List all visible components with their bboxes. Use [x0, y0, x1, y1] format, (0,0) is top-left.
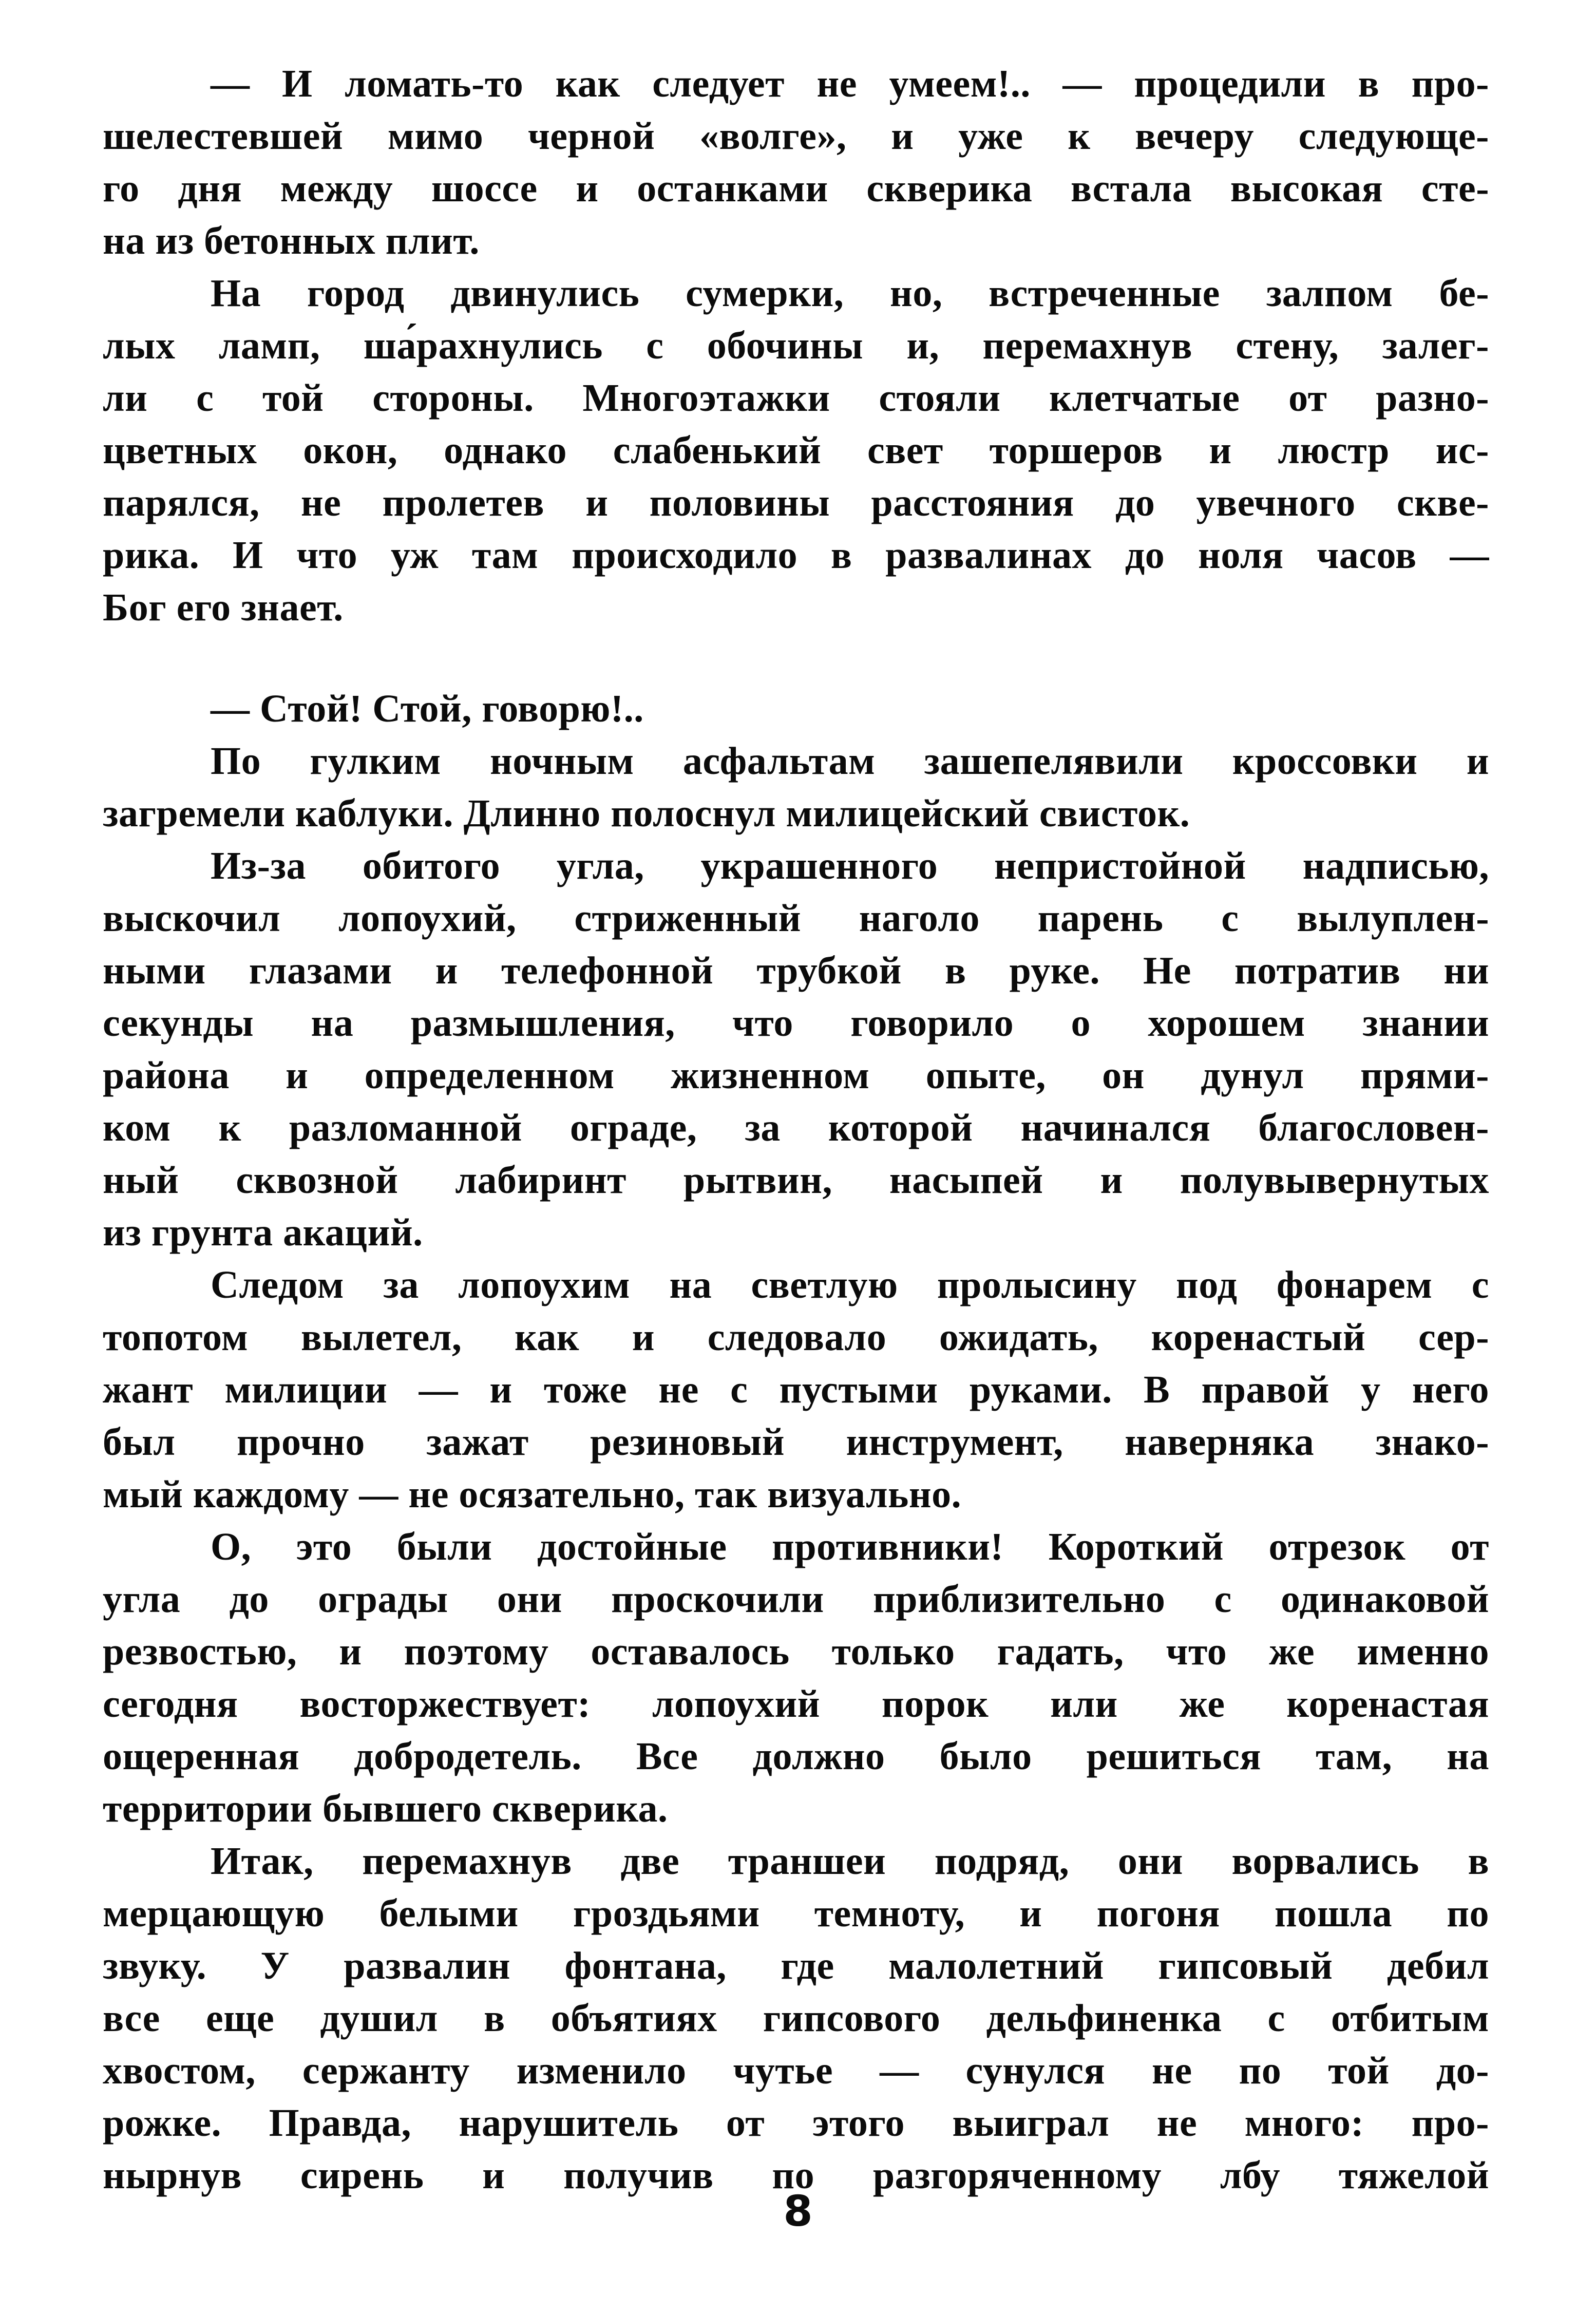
text-line: жант милиции — и тоже не с пустыми руками. В правой у него — [103, 1368, 1489, 1411]
text-line: парялся, не пролетев и половины расстояния до увечного скве- — [103, 481, 1489, 524]
text-line: рика. И что уж там происходило в развалинах до ноля часов — — [103, 534, 1489, 577]
text-line: — И ломать-то как следует не умеем!.. — процедили в про- — [211, 62, 1489, 105]
text-line: ком к разломанной ограде, за которой начинался благословен- — [103, 1106, 1489, 1149]
text-line: О, это были достойные противники! Короткий отрезок от — [211, 1525, 1489, 1568]
text-line: резвостью, и поэтому оставалось только гадать, что же именно — [103, 1630, 1489, 1673]
text-line: Следом за лопоухим на светлую пролысину под фонарем с — [211, 1263, 1489, 1306]
text-line: На город двинулись сумерки, но, встреченные залпом бе- — [211, 272, 1489, 315]
text-line: звуку. У развалин фонтана, где малолетний гипсовый дебил — [103, 1944, 1489, 1987]
text-line: все еще душил в объятиях гипсового дельфиненка с отбитым — [103, 1997, 1489, 2040]
text-line: топотом вылетел, как и следовало ожидать, коренастый сер- — [103, 1316, 1489, 1359]
text-line: ный сквозной лабиринт рытвин, насыпей и полувывернутых — [103, 1159, 1489, 1202]
text-line: го дня между шоссе и останками скверика встала высокая сте- — [103, 167, 1489, 210]
page-number: 8 — [783, 2187, 813, 2236]
text-line: нырнув сирень и получив по разгоряченному лбу тяжелой — [103, 2154, 1489, 2197]
text-line: из грунта акаций. — [103, 1211, 423, 1254]
text-line: цветных окон, однако слабенький свет торшеров и люстр ис- — [103, 429, 1489, 472]
text-column — [103, 58, 1489, 2202]
text-line: выскочил лопоухий, стриженный наголо парень с вылуплен- — [103, 897, 1489, 940]
text-line: секунды на размышления, что говорило о хорошем знании — [103, 1001, 1489, 1045]
text-line: ными глазами и телефонной трубкой в руке. Не потратив ни — [103, 949, 1489, 992]
text-line: Бог его знает. — [103, 586, 344, 629]
text-line: угла до ограды они проскочили приблизительно с одинаковой — [103, 1578, 1489, 1621]
text-line: территории бывшего скверика. — [103, 1787, 668, 1830]
text-line: сегодня восторжествует: лопоухий порок или же коренастая — [103, 1682, 1489, 1726]
text-line: хвостом, сержанту изменило чутье — сунулся не по той до- — [103, 2049, 1489, 2092]
text-line: мерцающую белыми гроздьями темноту, и погоня пошла по — [103, 1892, 1489, 1935]
text-line: загремели каблуки. Длинно полоснул милицейский свисток. — [103, 792, 1190, 835]
text-line: Итак, перемахнув две траншеи подряд, они ворвались в — [211, 1840, 1489, 1883]
text-line: шелестевшей мимо черной «волге», и уже к вечеру следующе- — [103, 115, 1489, 158]
text-line: ощеренная добродетель. Все должно было решиться там, на — [103, 1735, 1489, 1778]
text-line: района и определенном жизненном опыте, он дунул прями- — [103, 1054, 1489, 1097]
text-line: был прочно зажат резиновый инструмент, наверняка знако- — [103, 1420, 1489, 1464]
text-line: По гулким ночным асфальтам зашепелявили кроссовки и — [211, 740, 1489, 783]
text-line: — Стой! Стой, говорю!.. — [211, 687, 644, 730]
text-line: мый каждому — не осязательно, так визуально. — [103, 1473, 962, 1516]
text-line: Из-за обитого угла, украшенного непристойной надписью, — [211, 844, 1489, 887]
text-line: рожке. Правда, нарушитель от этого выиграл не много: про- — [103, 2101, 1489, 2145]
text-line: на из бетонных плит. — [103, 219, 480, 262]
text-line: лых ламп, ша́рахнулись с обочины и, перемахнув стену, залег- — [103, 324, 1489, 367]
paragraph-gap — [103, 634, 1489, 682]
text-line: ли с той стороны. Многоэтажки стояли клетчатые от разно- — [103, 376, 1489, 420]
